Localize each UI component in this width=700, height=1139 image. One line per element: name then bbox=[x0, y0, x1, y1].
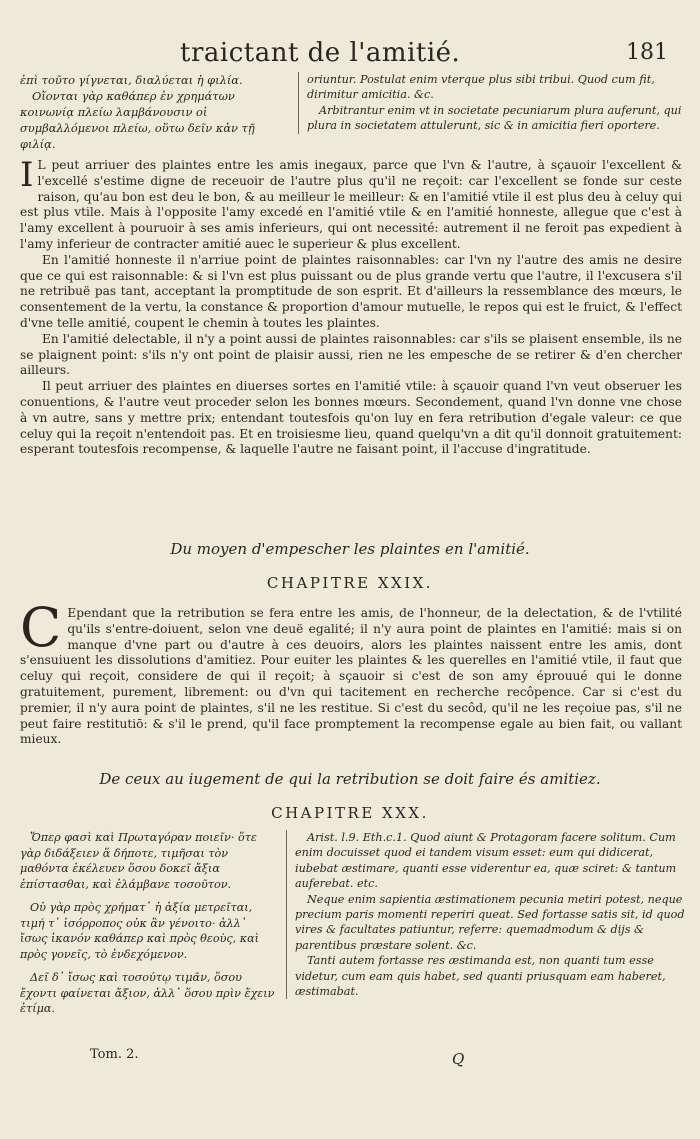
page-number: 181 bbox=[626, 40, 668, 65]
chapter-heading: CHAPITRE XXX. bbox=[271, 804, 429, 822]
latin-note: Arist. l.9. Eth.c.1. Quod aiunt & Protagoram facere solitum. Cum enim docuisset quod ei tandem visum esset: eum qui didicerat, iubebat æstimare, quanti esse viderentur ea, quæ sciret: & tantum auferebat. etc. bbox=[295, 831, 677, 891]
drop-cap: C bbox=[20, 596, 62, 659]
greek-note: ἐπὶ τοῦτο γίγνεται, διαλύεται ἡ φιλία. bbox=[20, 73, 243, 87]
paragraph: C Ependant que la retribution se fera entre les amis, de l'honneur, de la delectation, & de l'vtilité qu'ils s'entre-doiuent, selon vne deuë egalité; il n'y aura point de plaintes en l'amitié: mais si on manque d'vne part ou d'autre à ces deuoirs, alors les plaintes naissent entre les amis, dont s'ensuiuent les dissolutions d'amitiez. Pour euiter les plaintes & les querelles en l'amitié vtile, il faut que celuy qui reçoit, considere de qui il reçoit; à sçauoir si c'est de son amy éprouué qui le donne gratuitement, purement, librement: ou d'vn qui tacitement en recherche recôpence. Car si c'est du premier, il n'y aura point de plaintes, s'il ne les restitue. Si c'est du secôd, qu'il ne les reçoiue pas, s'il ne peut faire restitutiō: & s'il le prend, qu'il face promptement la recompense egale au bien fait, ou vallant mieux. bbox=[20, 596, 682, 747]
bottom-marginal-notes bbox=[20, 830, 685, 1050]
paragraph: I L peut arriuer des plaintes entre les amis inegaux, parce que l'vn & l'autre, à sçauoir l'excellent & l'excellé s'estime digne de receuoir de l'autre plus qu'il ne reçoit: car l'excellent se fonde sur ceste raison, qu'au bon est deu le bon, & au meilleur le meilleur: & en l'amitié vtile il est plus deu à celuy qui est plus vtile. Mais à l'opposite l'amy excedé en l'amitié vtile & en l'amitié honneste, allegue que c'est à l'amy excellent à pouruoir à ses amis inferieurs, qui ont necessité: autrement il ne feroit pas expedient à l'amy inferieur de contracter amitié auec le superieur & plus excellent. bbox=[20, 155, 682, 251]
greek-note-column bbox=[20, 72, 288, 152]
paragraph: En l'amitié honneste il n'arriue point de plaintes raisonnables: car l'vn ny l'autre des amis ne desire que ce qui est raisonnable: & si l'vn est plus puissant ou de plus grande vertu que l'autre, il l'excusera s'il ne retribuë pas tant, acceptant la promptitude de son esprit. Et d'ailleurs la ressemblance des mœurs, le consentement de la vertu, la constance & proportion d'amour mutuelle, le repos qui est le fruict, & l'effect d'vne telle amitié, coupent le chemin à toutes les plaintes. bbox=[20, 252, 682, 330]
latin-note: Neque enim sapientia æstimationem pecunia metiri potest, neque precium paris momenti reperiri queat. Sed fortasse satis sit, id quod vires & facultates patiuntur, referre: quemadmodum & dijs & parentibus præstare solent. &c. bbox=[295, 892, 685, 952]
running-title: traictant de l'amitié. bbox=[180, 38, 461, 68]
greek-note: Οἴονται γὰρ καθάπερ ἐν χρημάτων κοινωνίᾳ πλείω λαμβάνουσιν οἱ συμβαλλόμενοι πλείω, οὕτω δεῖν κἀν τῇ φιλίᾳ. bbox=[20, 89, 255, 151]
latin-note: Arbitrantur enim vt in societate pecuniarum plura auferunt, qui plura in societatem attulerunt, sic & in amicitia fieri oportere. bbox=[307, 103, 682, 133]
page-header bbox=[0, 38, 700, 72]
section-heading: De ceux au iugement de qui la retribution se doit faire és amitiez. bbox=[99, 770, 601, 788]
body-text-top bbox=[20, 155, 682, 458]
volume-signature: Tom. 2. bbox=[90, 1047, 139, 1062]
catchword: Q bbox=[452, 1050, 465, 1068]
paragraph: En l'amitié delectable, il n'y a point aussi de plaintes raisonnables: car s'ils se plaisent ensemble, ils ne se plaignent point: s'ils n'y ont point de plaisir aussi, rien ne les empesche de se retirer & d'en chercher ailleurs. bbox=[20, 331, 682, 378]
latin-note-column bbox=[298, 72, 689, 134]
greek-note-column bbox=[20, 830, 276, 1025]
greek-note: Οὐ γὰρ πρὸς χρήματ᾽ ἡ ἀξία μετρεῖται, τιμή τ᾽ ἰσόρροπος οὐκ ἂν γένοιτο· ἀλλ᾽ ἴσως ἱκανόν καθάπερ καὶ πρὸς θεοὺς, καὶ πρὸς γονεῖς, τὸ ἐνδεχόμενον. bbox=[20, 901, 260, 961]
greek-note: Ὅπερ φασὶ καὶ Πρωταγόραν ποιεῖν· ὅτε γὰρ διδάξειεν ἅ δήποτε, τιμῆσαι τὸν μαθόντα ἐκέλευεν ὅσου δοκεῖ ἄξια ἐπίστασθαι, καὶ ἐλάμβανε τοσοῦτον. bbox=[20, 831, 257, 891]
top-marginal-notes bbox=[20, 72, 680, 152]
paragraph: Il peut arriuer des plaintes en diuerses sortes en l'amitié vtile: à sçauoir quand l'vn veut obseruer les conuentions, & l'autre veut proceder selon les bonnes mœurs. Secondement, quand l'vn donne vne chose à vn autre, sans y mettre prix; entendant toutesfois qu'on luy en fera retribution d'egale valeur: ce que celuy qui la reçoit n'entendoit pas. Et en troisiesme lieu, quand quelqu'vn a dit qu'il donnoit gratuitement: esperant toutesfois recompense, & laquelle l'autre ne faisant point, il l'accuse d'ingratitude. bbox=[20, 379, 682, 457]
latin-note: oriuntur. Postulat enim vterque plus sibi tribui. Quod cum fit, dirimitur amicitia. &c. bbox=[307, 73, 655, 102]
latin-note: Tanti autem fortasse res æstimanda est, non quanti tum esse videtur, cum eam quis habet, sed quanti priusquam eam haberet, æstimabat. bbox=[295, 954, 666, 999]
body-text-chapter-29 bbox=[20, 596, 682, 748]
chapter-heading: CHAPITRE XXIX. bbox=[266, 574, 434, 592]
drop-cap: I bbox=[20, 155, 34, 195]
section-heading: Du moyen d'empescher les plaintes en l'amitié. bbox=[170, 540, 530, 558]
latin-note-column bbox=[286, 830, 687, 999]
greek-note: Δεῖ δ᾽ ἴσως καὶ τοσούτῳ τιμᾶν, ὅσου ἔχοντι φαίνεται ἄξιον, ἀλλ᾽ ὅσου πρὶν ἔχειν ἐτίμα. bbox=[20, 971, 275, 1015]
